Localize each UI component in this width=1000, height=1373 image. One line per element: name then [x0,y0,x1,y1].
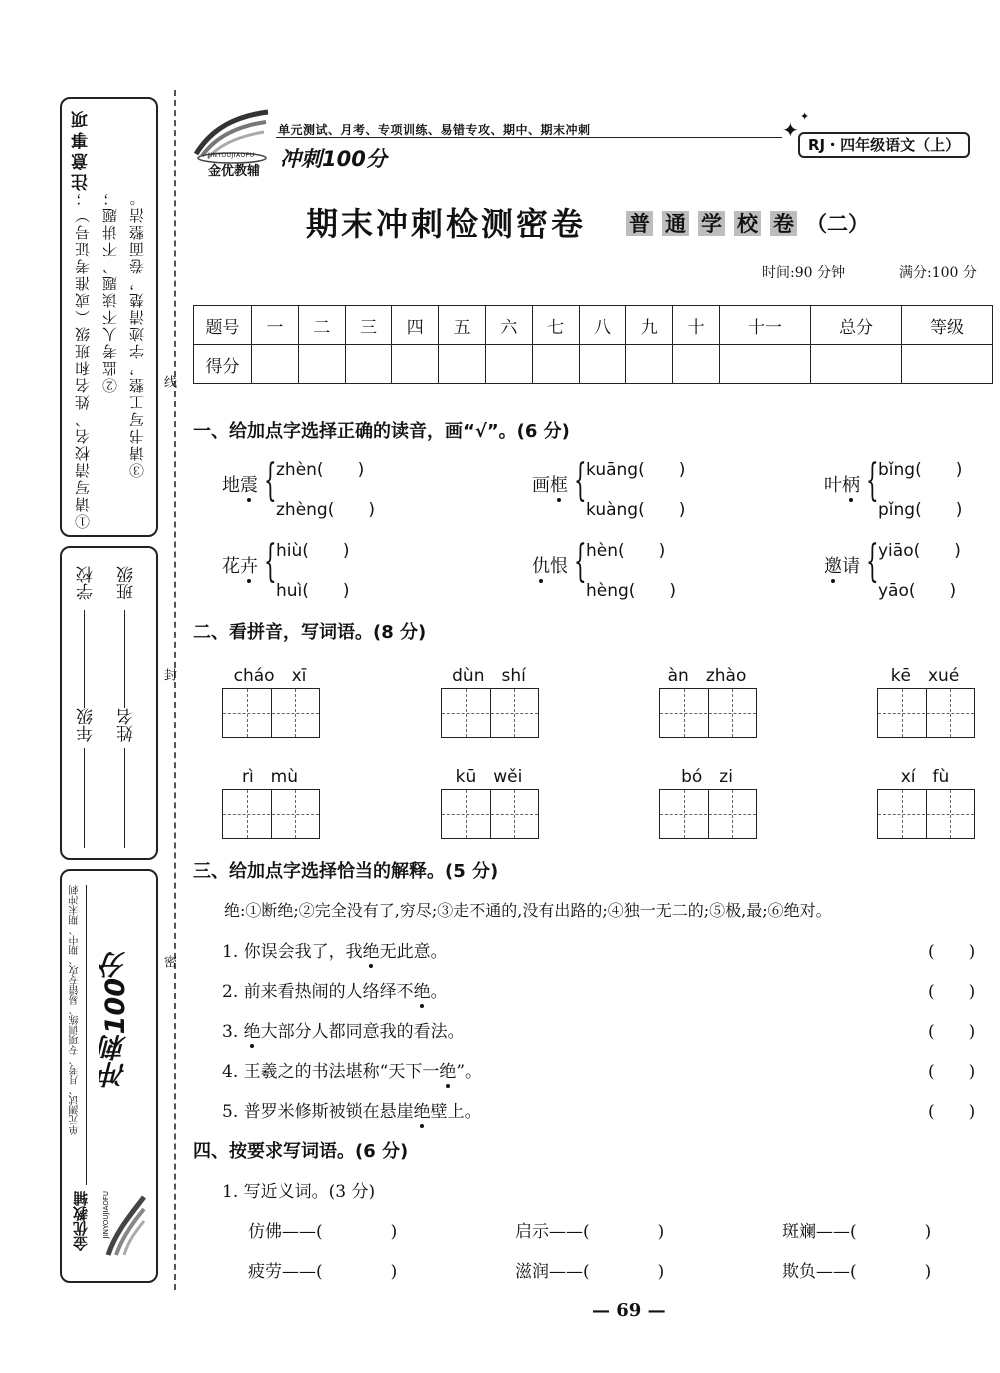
q1-char: 震 [240,475,258,496]
q3-item [222,937,448,962]
score-table-header-row [194,306,993,345]
q3-item-text: 1. 你误会我了，我 [222,942,363,962]
q1-group [532,455,692,520]
grid-line [514,689,515,737]
grid-line [466,689,467,737]
q3-item [222,1097,482,1122]
q2-writing-grid[interactable] [877,688,975,738]
q1-option[interactable]: hèng( ) [586,581,677,601]
grid-line [514,790,515,838]
q2-pinyin: rì mù [241,767,299,787]
q2-pinyin: dùn shí [452,666,526,686]
exam-full-score: 满分:100 分 [899,265,977,281]
q1-char: 恨 [550,556,568,577]
q2-writing-grid[interactable] [877,789,975,839]
notice-item-3: ③请书写工整，字迹清楚，卷面整洁。 [128,189,146,478]
brand-pinyin: JINYOUJIAOFU [208,152,255,159]
page-number: — 69 — [592,1300,666,1321]
q3-title: 三、给加点字选择恰当的解释。(5 分) [193,861,499,882]
q3-answer-blank[interactable]: ( ) [928,1102,976,1122]
q3-item-text: 4. 王羲之的书法堪称“天下一 [222,1062,440,1082]
q3-answer-blank[interactable]: ( ) [928,982,976,1002]
sidebar-brand-pinyin: JINYOUJIAOFU [102,1191,110,1239]
notice-item-1: ①请写清校名、姓名和班级（或准考证号）； [74,189,92,529]
q3-item-text: 。 [430,982,448,1002]
q4-synonym-blank[interactable]: 欺负——( ) [782,1262,932,1282]
score-table-score-row [194,345,993,384]
q3-item-text: 2. 前来看热闹的人络绎不 [222,982,414,1002]
q1-char: 花 [222,556,240,577]
score-cell[interactable] [579,345,626,384]
score-header-cell: 一 [252,306,299,345]
q1-option[interactable]: hèn( ) [586,541,666,561]
grid-line [950,689,951,737]
grid-line [950,790,951,838]
score-header-cell: 七 [532,306,579,345]
grid-line [878,713,974,714]
q2-pinyin: cháo xī [233,666,307,686]
field-grade-line[interactable] [84,748,85,848]
q3-item [222,977,448,1002]
q1-group [532,536,692,601]
student-info-box [60,546,158,860]
q2-writing-grid[interactable] [222,688,320,738]
q1-char: 叶 [824,475,842,496]
q1-char: 地 [222,475,240,496]
q1-word [222,471,258,497]
grid-line [684,790,685,838]
brace-icon: { [574,536,587,587]
header-series: 冲刺100分 [280,147,387,171]
field-school-line[interactable] [84,610,85,708]
binding-cut-line [174,90,176,1290]
badge-char: 学 [698,211,725,236]
sparkle-icon: ✦ [782,118,799,142]
score-table [193,305,993,384]
q1-option[interactable]: kuàng( ) [586,500,686,520]
q3-item-text: ”。 [456,1062,483,1082]
q1-option[interactable]: huì( ) [276,581,350,601]
q1-group [222,455,382,520]
q3-item [222,1017,465,1042]
brace-icon: { [264,536,277,587]
field-school-label: 学校 [77,566,97,600]
book-logo-icon [192,108,272,168]
header-tagline: 单元测试、月考、专项训练、易错专攻、期中、期末冲刺 [278,123,591,137]
q3-answer-blank[interactable]: ( ) [928,1062,976,1082]
q1-char: 卉 [240,556,258,577]
cut-mark-seal: 封 [161,668,176,681]
badge-suffix: （二） [806,211,869,236]
sidebar-brand-name: 金优教辅 [72,1191,90,1251]
q1-option[interactable]: bǐng( ) [878,460,963,480]
q1-option[interactable]: kuāng( ) [586,460,686,480]
q4-synonym-blank[interactable]: 滋润——( ) [515,1262,665,1282]
q2-writing-grid[interactable] [222,789,320,839]
q2-writing-grid[interactable] [441,789,539,839]
score-header-cell: 十一 [719,306,810,345]
q1-group [824,455,984,520]
q4-synonym-blank[interactable]: 疲劳——( ) [248,1262,398,1282]
badge-char: 校 [734,211,761,236]
cut-mark-secret: 密 [161,955,176,968]
q1-char: 柄 [842,475,860,496]
q2-writing-grid[interactable] [659,789,757,839]
q4-synonym-blank[interactable]: 启示——( ) [515,1222,665,1242]
score-cell[interactable] [532,345,579,384]
sidebar-brand-series: 冲刺100分 [100,951,131,1089]
q3-item-text: 壁上。 [430,1102,482,1122]
grid-line [295,790,296,838]
q2-pinyin: bó zi [681,767,733,787]
q3-item [222,1057,482,1082]
score-header-cell: 等级 [901,306,992,345]
grid-line [732,790,733,838]
q1-option[interactable]: zhèng( ) [276,500,375,520]
grid-line [660,713,756,714]
score-cell[interactable] [392,345,439,384]
q1-word [824,552,860,578]
q3-key-char: 绝 [362,942,380,962]
page-title: 期末冲刺检测密卷 [306,205,587,243]
q3-answer-blank[interactable]: ( ) [928,1022,976,1042]
cut-mark-line: 线 [161,375,176,388]
sparkle-small-icon: ✦ [800,110,810,123]
score-cell[interactable] [485,345,532,384]
q3-item-text: 3. [222,1022,244,1042]
q3-key-char: 绝 [439,1062,457,1082]
score-cell[interactable] [719,345,810,384]
score-header-cell: 五 [439,306,486,345]
grid-line [247,689,248,737]
q1-char: 仇 [532,556,550,577]
field-name-label: 姓名 [117,708,137,742]
q4-synonym-blank[interactable]: 仿佛——( ) [248,1222,398,1242]
score-header-cell: 十 [673,306,720,345]
brand-name: 金优教辅 [208,164,261,179]
q3-answer-blank[interactable]: ( ) [928,942,976,962]
field-class-line[interactable] [124,610,125,708]
grid-line [223,814,319,815]
score-header-cell: 八 [579,306,626,345]
score-cell[interactable] [345,345,392,384]
brace-icon: { [866,455,879,506]
q3-key-char: 绝 [243,1022,261,1042]
q1-char: 邀 [824,556,842,577]
q1-group [824,536,984,601]
sidebar-brand-tagline: 单元测试、月考、专项训练、易错专攻、期中、期末冲刺 [70,885,81,1135]
grade-label: RJ・四年级语文（上） [798,132,970,158]
notice-label: 注意事项 [72,107,92,191]
badge-char: 通 [662,211,689,236]
score-cell[interactable] [626,345,673,384]
grid-line [684,689,685,737]
score-row-label: 得分 [194,345,252,384]
score-header-cell: 题号 [194,306,252,345]
q1-option[interactable]: pǐng( ) [878,500,963,520]
grid-line [660,814,756,815]
field-grade-label: 年级 [77,708,97,742]
q2-pinyin: kū wěi [455,767,523,787]
score-header-cell: 六 [485,306,532,345]
q1-char: 画 [532,475,550,496]
grid-line [902,689,903,737]
q2-writing-grid[interactable] [659,688,757,738]
badge-char: 普 [626,211,653,236]
grid-line [295,689,296,737]
q1-word [532,471,568,497]
field-name-line[interactable] [124,748,125,848]
grid-line [223,713,319,714]
q2-title: 二、看拼音，写词语。(8 分) [193,622,427,643]
field-class-label: 班级 [117,566,137,600]
q4-title: 四、按要求写词语。(6 分) [193,1141,409,1162]
q1-option[interactable]: yāo( ) [878,581,957,601]
grid-line [732,689,733,737]
q2-pinyin: kē xué [890,666,960,686]
q1-word [532,552,568,578]
q3-key-char: 绝 [413,982,431,1002]
school-type-badges [626,208,869,238]
q1-title: 一、给加点字选择正确的读音，画“√”。(6 分) [193,421,570,442]
exam-time: 时间:90 分钟 [762,265,845,281]
header-rule [276,137,782,138]
score-cell[interactable] [439,345,486,384]
q1-word [222,552,258,578]
score-cell[interactable] [901,345,992,384]
grid-line [466,790,467,838]
badge-char: 卷 [770,211,797,236]
score-header-cell: 二 [298,306,345,345]
q3-item-text: 大部分人都同意我的看法。 [260,1022,465,1042]
q1-char: 请 [842,556,860,577]
notice-box [60,97,158,537]
brace-icon: { [866,536,879,587]
q1-word [824,471,860,497]
q2-pinyin: àn zhào [667,666,747,686]
score-header-cell: 三 [345,306,392,345]
grid-line [878,814,974,815]
grid-line [442,814,538,815]
q3-key-char: 绝 [413,1102,431,1122]
q1-group [222,536,382,601]
q3-item-text: 无此意。 [379,942,448,962]
q1-option[interactable]: hiù( ) [276,541,350,561]
q2-pinyin: xí fù [900,767,950,787]
q1-char: 框 [550,475,568,496]
notice-item-2: ②监考人不读题、不讲题； [101,189,119,393]
q3-definition: 绝:①断绝;②完全没有了,穷尽;③走不通的,没有出路的;④独一无二的;⑤极,最;⑥绝对。 [224,901,832,920]
sidebar-book-logo-icon [102,1191,148,1261]
brace-icon: { [264,455,277,506]
score-cell[interactable] [810,345,901,384]
score-cell[interactable] [673,345,720,384]
grid-line [247,790,248,838]
q1-option[interactable]: zhèn( ) [276,460,365,480]
score-header-cell: 总分 [810,306,901,345]
q4-synonym-blank[interactable]: 斑斓——( ) [782,1222,932,1242]
sidebar-brand-box [60,869,158,1283]
sidebar-brand-divider [86,885,87,1185]
grid-line [902,790,903,838]
q4-sub1: 1. 写近义词。(3 分) [222,1182,376,1202]
score-cell[interactable] [252,345,299,384]
q2-writing-grid[interactable] [441,688,539,738]
brace-icon: { [574,455,587,506]
score-header-cell: 九 [626,306,673,345]
score-header-cell: 四 [392,306,439,345]
q3-item-text: 5. 普罗米修斯被锁在悬崖 [222,1102,414,1122]
q1-option[interactable]: yiāo( ) [878,541,961,561]
grid-line [442,713,538,714]
score-cell[interactable] [298,345,345,384]
